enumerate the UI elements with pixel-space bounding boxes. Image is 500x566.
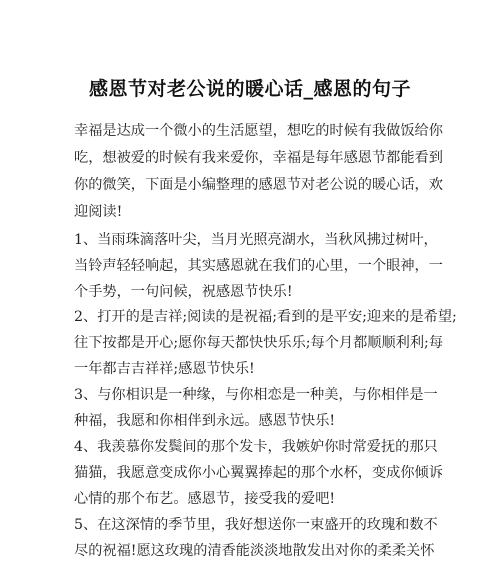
paragraph-line: 吃，想被爱的时候有我来爱你，幸福是每年感恩节都能看到 (74, 150, 443, 166)
paragraph-line: 3、与你相识是一种缘，与你相恋是一种美，与你相伴是一 (74, 387, 438, 403)
paragraph-line: 4、我羡慕你发鬓间的那个发卡，我嫉妒你时常爱抚的那只 (74, 439, 438, 455)
paragraph-line: 一年都吉吉祥祥;感恩节快乐! (74, 361, 255, 377)
paragraph-line: 当铃声轻轻响起，其实感恩就在我们的心里，一个眼神，一 (74, 258, 443, 274)
paragraph-line: 幸福是达成一个微小的生活愿望，想吃的时候有我做饭给你 (74, 123, 443, 139)
paragraph-line: 往下按都是开心;愿你每天都快快乐乐;每个月都顺顺利利;每 (74, 335, 444, 351)
paragraph-line: 个手势，一句问候，祝感恩节快乐! (74, 284, 293, 300)
paragraph-line: 种福，我愿和你相伴到永远。感恩节快乐! (74, 413, 336, 429)
paragraph-line: 1、当雨珠滴落叶尖，当月光照亮湖水，当秋风拂过树叶， (74, 232, 438, 248)
paragraph-line: 心情的那个布艺。感恩节，接受我的爱吧! (74, 491, 336, 507)
paragraph-line: 尽的祝福!愿这玫瑰的清香能淡淡地散发出对你的柔柔关怀 (74, 543, 435, 559)
paragraph-line: 猫猫，我愿意变成你小心翼翼捧起的那个水杯，变成你倾诉 (74, 465, 443, 481)
article-title: 感恩节对老公说的暖心话_感恩的句子 (88, 78, 411, 100)
paragraph-line: 迎阅读! (74, 204, 123, 220)
paragraph-line: 5、在这深情的季节里，我好想送你一束盛开的玫瑰和数不 (74, 517, 438, 533)
paragraph-line: 2、打开的是吉祥;阅读的是祝福;看到的是平安;迎来的是希望; (74, 309, 457, 325)
paragraph-line: 你的微笑，下面是小编整理的感恩节对老公说的暖心话，欢 (74, 177, 443, 193)
